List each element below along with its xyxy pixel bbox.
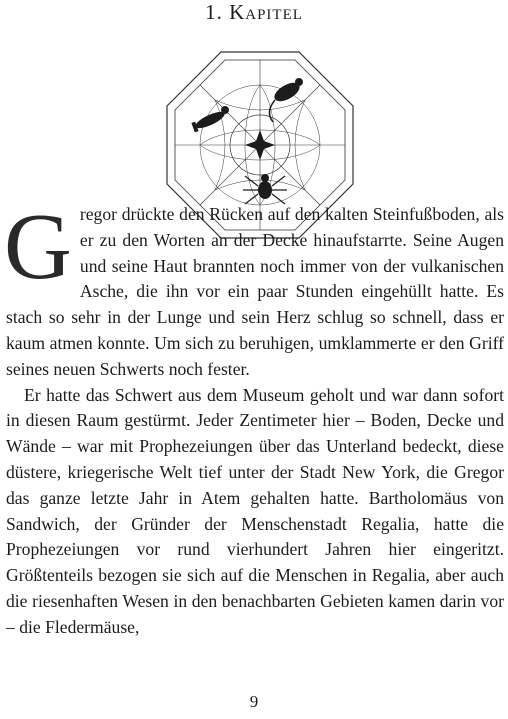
paragraph-1 [4,195,504,383]
chapter-body [4,195,504,641]
drop-cap: G [4,195,72,299]
paragraph-1-text: regor drückte den Rücken auf den kalten Steinfußboden, als er zu den Worten an der Decke hinaufstarrte. Seine Augen und seine Haut brannten noch immer von der vulkanischen Asche, die ihn vor ein paar Stunden eingehüllt hatte. Es stach so sehr in der Lunge und sein Herz schlug so schnell, dass er kaum atmen konnte. Um sich zu beruhigen, umklammerte er den Griff seines neuen Schwerts noch fester. [6,204,504,379]
chapter-label: Kapitel [229,0,303,24]
paragraph-2: Er hatte das Schwert aus dem Museum geholt und war dann sofort in diesen Raum gestürmt. Jeder Zentimeter hier – Boden, Decke und Wände – war mit Prophezeiungen über das Unterland bedeckt, diese düstere, kriegerische Welt tief unter der Stadt New York, die Gregor das ganze letzte Jahr in Atem gehalten hatte. Bartholomäus von Sandwich, der Gründer der Menschenstadt Regalia, hatte die Prophezeiungen vor rund vierhundert Jahren hier eingeritzt. Größtenteils bezogen sie sich auf die Menschen in Regalia, aber auch die riesenhaften Wesen in den benachbarten Gebieten kamen darin vor – die Fledermäuse, [6,384,504,637]
chapter-heading [0,0,508,24]
chapter-number: 1. [205,0,223,24]
page-number: 9 [249,692,259,711]
